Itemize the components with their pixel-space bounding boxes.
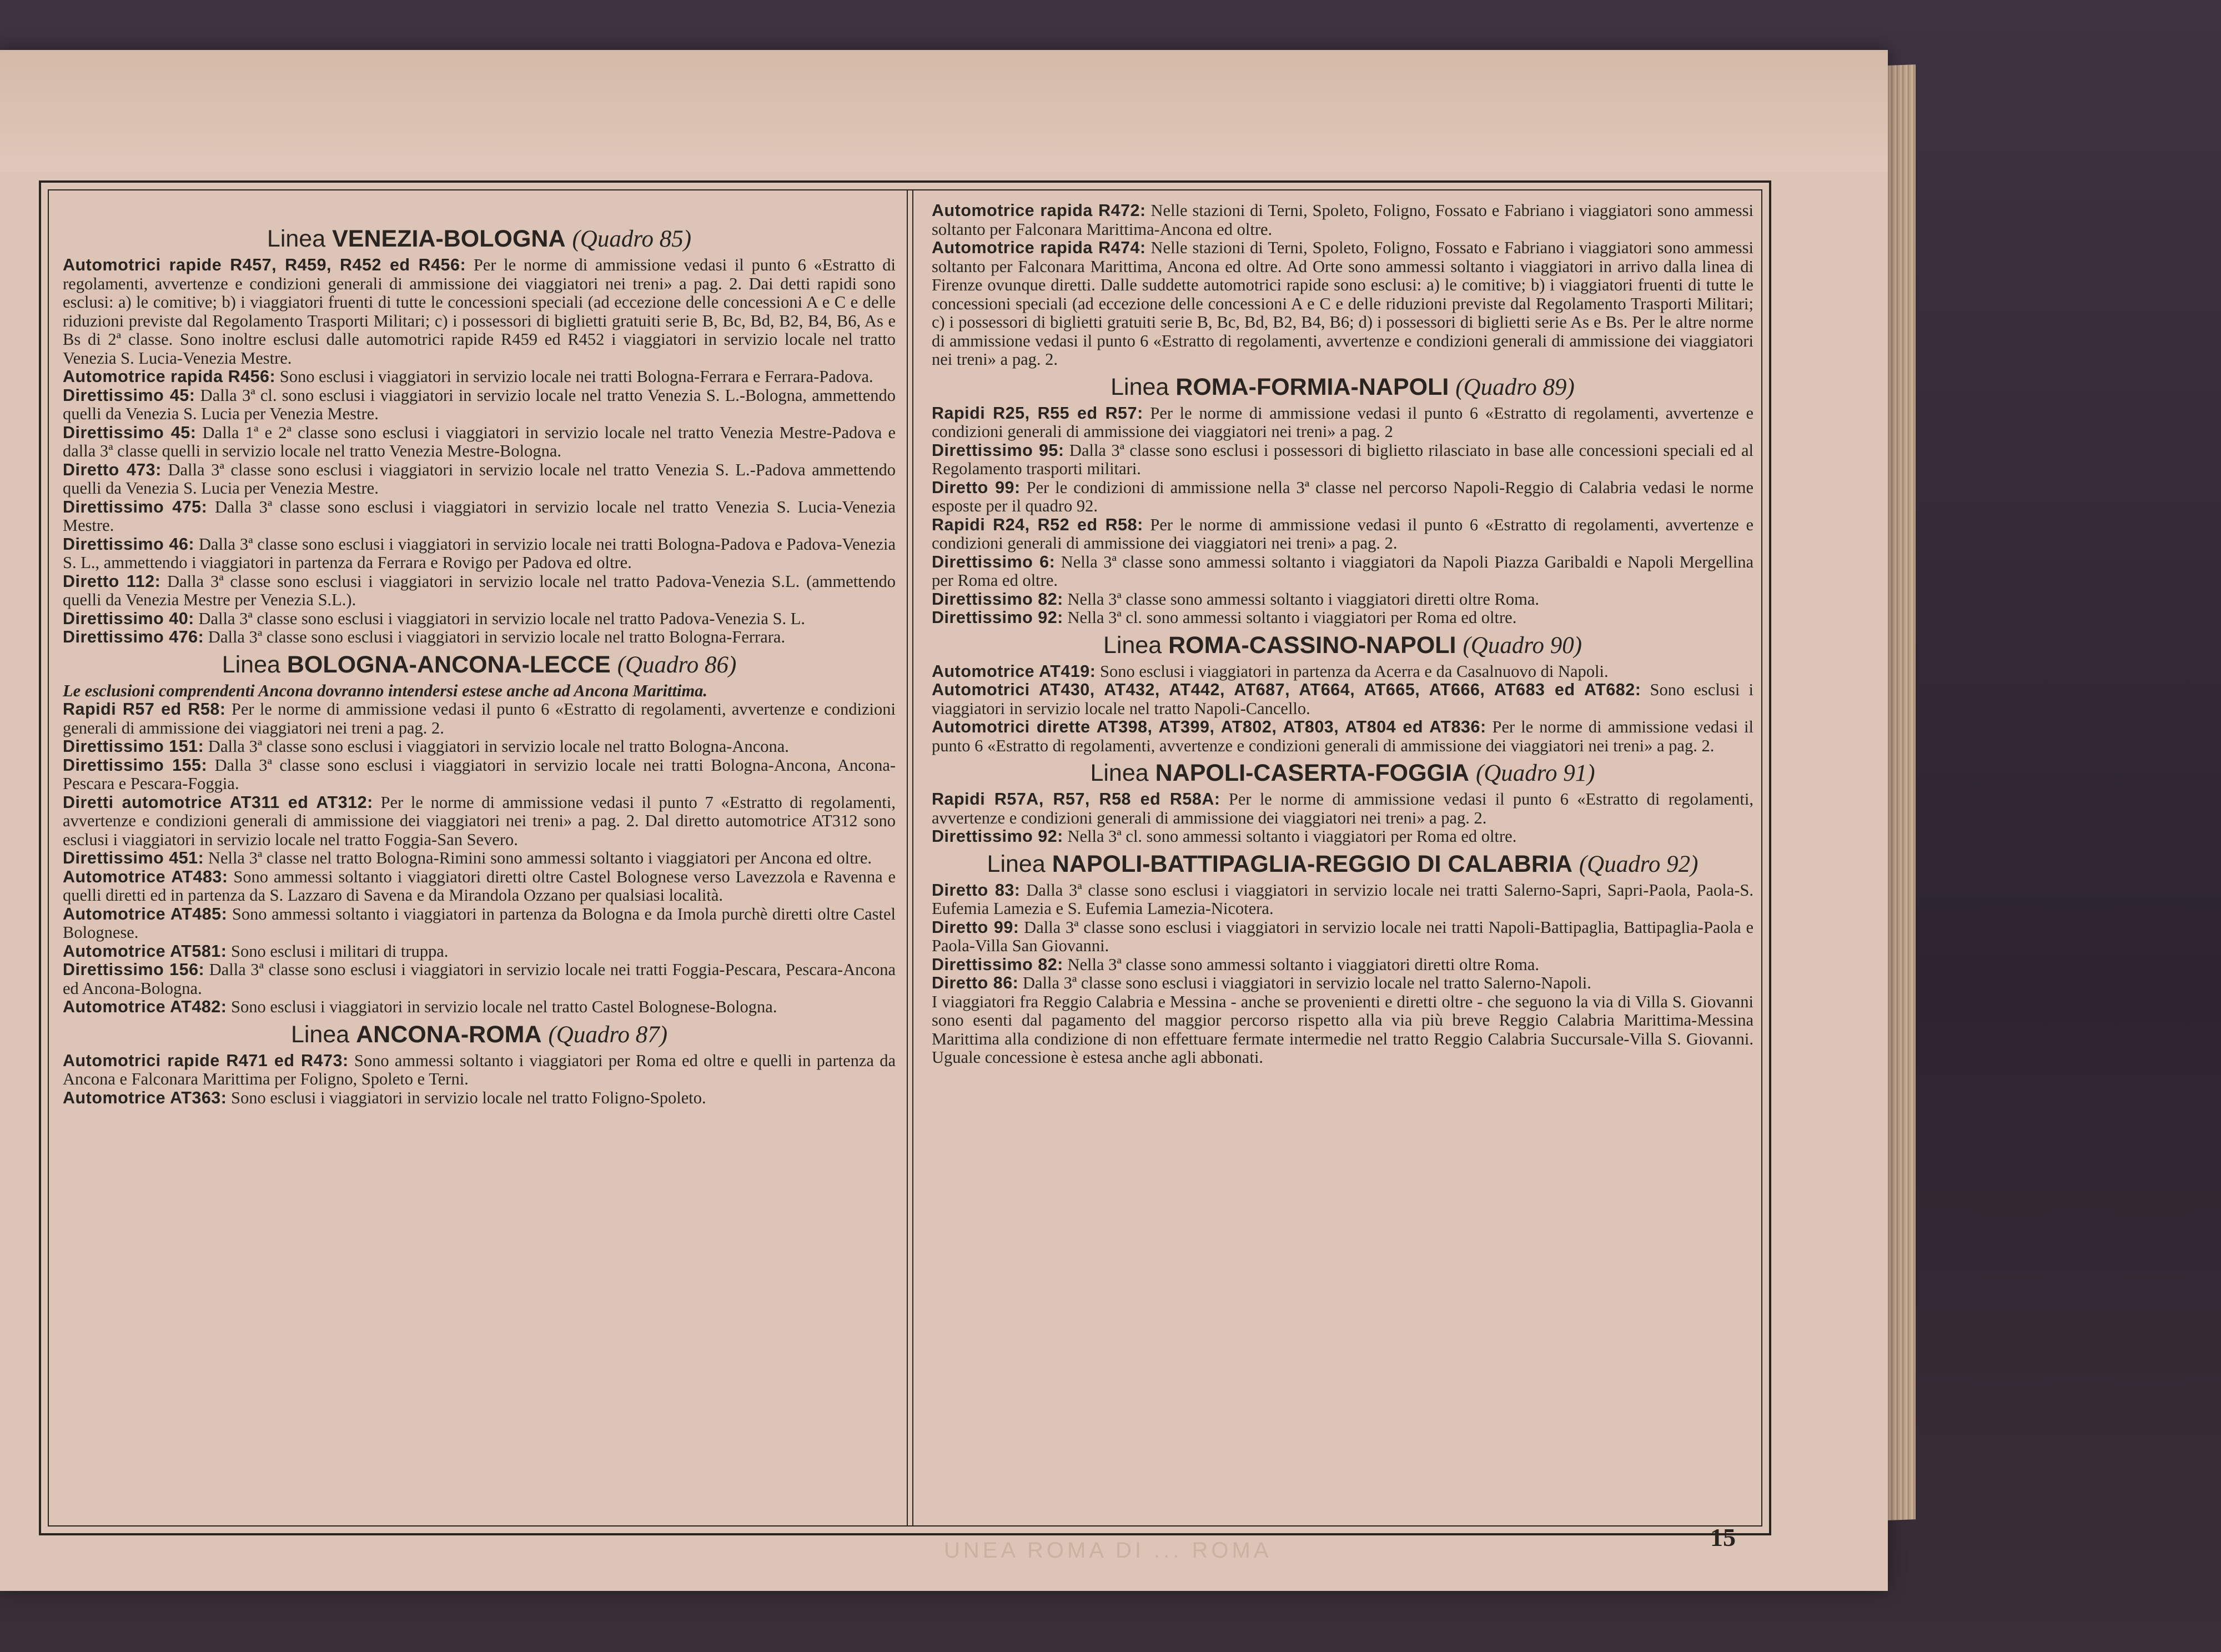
train-heading: Automotrice rapida R472: <box>932 201 1146 220</box>
rule-entry <box>932 662 1753 681</box>
train-heading: Diretto 86: <box>932 973 1019 992</box>
train-heading: Diretto 473: <box>63 460 162 479</box>
section-title <box>932 850 1753 879</box>
rule-entry <box>932 918 1753 956</box>
section-title-name: ROMA-CASSINO-NAPOLI <box>1168 631 1456 659</box>
train-heading: Automotrice rapida R456: <box>63 367 276 386</box>
section-title-quadro: (Quadro 87) <box>548 1021 668 1048</box>
train-heading: Diretto 99: <box>932 478 1021 497</box>
train-heading: Diretto 112: <box>63 571 161 591</box>
section-title <box>932 631 1753 660</box>
rule-text: Per le norme di ammissione vedasi il punto 6 «Estratto di regolamenti, avvertenze e condizioni generali di ammissione dei viaggiatori nei treni» a pag. 2 <box>932 403 1754 441</box>
rule-text: Sono esclusi i militari di truppa. <box>231 941 449 961</box>
train-heading: Automotrice AT581: <box>63 941 227 961</box>
train-heading: Automotrice AT482: <box>63 997 227 1016</box>
train-heading: Automotrici rapide R457, R459, R452 ed R456: <box>63 255 466 274</box>
rule-entry <box>63 961 896 998</box>
rule-text: Dalla 3ª classe sono esclusi i viaggiatori in servizio locale nel tratto Padova-Venezia S. L. <box>198 609 805 628</box>
train-heading: Rapidi R25, R55 ed R57: <box>932 403 1143 423</box>
train-heading: Direttissimo 476: <box>63 627 204 646</box>
train-heading: Automotrici rapide R471 ed R473: <box>63 1051 349 1070</box>
section-title-name: NAPOLI-CASERTA-FOGGIA <box>1155 760 1469 786</box>
train-heading: Direttissimo 40: <box>63 609 194 628</box>
rule-entry <box>63 610 896 629</box>
left-column <box>63 221 896 1107</box>
train-heading: Direttissimo 155: <box>63 755 208 775</box>
section-title-name: VENEZIA-BOLOGNA <box>332 225 566 252</box>
section-title-name: BOLOGNA-ANCONA-LECCE <box>287 651 611 678</box>
rule-text: Nella 3ª classe sono ammessi soltanto i viaggiatori diretti oltre Roma. <box>1067 955 1539 974</box>
section-title-name: ANCONA-ROMA <box>356 1021 542 1048</box>
rule-text: Dalla 3ª classe sono esclusi i viaggiatori in servizio locale nei tratti Bologna-Ancona, Ancona-Pescara e Pescara-Foggia. <box>63 755 896 793</box>
rule-text: I viaggiatori fra Reggio Calabria e Messina - anche se provenienti e diretti oltre - che seguono la via di Villa S. Giovanni sono esenti dal pagamento del maggior percorso rispetto alla via più breve Reggio Calabria Marittima-Messina Marittima alla condizione di non effettuare fermate intermedie nel tratto Reggio Calabria Succursale-Villa S. Giovanni. Uguale concessione è estesa anche agli abbonati. <box>932 992 1753 1067</box>
section-title-prefix: Linea <box>290 1021 350 1048</box>
rule-entry <box>63 386 896 424</box>
train-heading: Diretti automotrice AT311 ed AT312: <box>63 792 373 812</box>
train-heading: Automotrice AT485: <box>63 904 228 923</box>
rule-text: Nella 3ª cl. sono ammessi soltanto i viaggiatori per Roma ed oltre. <box>1067 608 1517 627</box>
train-heading: Rapidi R57 ed R58: <box>63 700 226 719</box>
train-heading: Direttissimo 92: <box>932 827 1063 846</box>
train-heading: Direttissimo 82: <box>932 955 1063 974</box>
section-title <box>63 1020 896 1050</box>
train-heading: Direttissimo 92: <box>932 608 1063 627</box>
section-title-quadro: (Quadro 86) <box>617 651 737 678</box>
rule-entry <box>932 441 1753 479</box>
rule-text: Sono ammessi soltanto i viaggiatori per Roma ed oltre e quelli in partenza da Ancona e Falconara Marittima per Foligno, Spoleto e Terni. <box>63 1051 896 1088</box>
rule-entry <box>63 998 896 1017</box>
train-heading: Direttissimo 451: <box>63 848 204 867</box>
section-title <box>63 650 896 680</box>
show-through-text: UNEA ROMA DI ... ROMA <box>944 1538 1272 1563</box>
rule-entry <box>63 628 896 647</box>
section-title-quadro: (Quadro 89) <box>1455 374 1575 400</box>
rule-text: Sono ammessi soltanto i viaggiatori diretti oltre Castel Bolognese verso Lavezzola e Ravenna e quelli diretti ed in partenza da S. Lazzaro di Savena e da Mirandola Ozzano per qualsiasi località. <box>63 867 896 905</box>
train-heading: Automotrici dirette AT398, AT399, AT802, AT803, AT804 ed AT836: <box>932 717 1486 736</box>
section-note <box>63 682 896 701</box>
rule-text: Nella 3ª classe sono ammessi soltanto i viaggiatori da Napoli Piazza Garibaldi e Napoli Mergellina per Roma ed oltre. <box>932 552 1753 590</box>
section-title-prefix: Linea <box>1090 760 1149 786</box>
rule-text: Dalla 3ª classe sono esclusi i viaggiatori in servizio locale nel tratto Padova-Venezia S.L. (ammettendo quelli da Venezia Mestre per Venezia S.L.). <box>63 571 896 609</box>
content-frame-inner <box>48 189 1762 1527</box>
train-heading: Automotrici AT430, AT432, AT442, AT687, AT664, AT665, AT666, AT683 ed AT682: <box>932 680 1641 699</box>
rule-entry <box>63 756 896 794</box>
rule-entry <box>63 905 896 942</box>
rule-text: Nella 3ª classe sono ammessi soltanto i viaggiatori diretti oltre Roma. <box>1067 589 1539 609</box>
rule-text: Sono esclusi i viaggiatori in servizio locale nel tratto Castel Bolognese-Bologna. <box>231 997 777 1016</box>
train-heading: Direttissimo 156: <box>63 960 205 979</box>
train-heading: Direttissimo 151: <box>63 737 204 756</box>
train-heading: Direttissimo 46: <box>63 534 195 554</box>
rule-entry <box>63 737 896 756</box>
rule-entry <box>63 942 896 961</box>
page-top-margin <box>0 50 1888 172</box>
section-title <box>63 224 896 254</box>
rule-entry <box>932 479 1753 516</box>
rule-text: Nelle stazioni di Terni, Spoleto, Foligno, Fossato e Fabriano i viaggiatori sono ammessi soltanto per Falconara Marittima-Ancona ed oltre. <box>932 201 1754 239</box>
section-title <box>932 373 1753 402</box>
rule-text: Per le norme di ammissione vedasi il punto 6 «Estratto di regolamenti, avvertenze e condizioni generali di ammissione dei viaggiatori nei treni» a pag. 2. <box>932 790 1753 827</box>
rule-text: Dalla 1ª e 2ª classe sono esclusi i viaggiatori in servizio locale nel tratto Venezia Mestre-Padova e dalla 3ª classe quelli in servizio locale nel tratto Venezia Mestre-Bologna. <box>63 423 896 460</box>
section-title <box>932 759 1753 788</box>
page-number: 15 <box>1710 1523 1736 1551</box>
rule-entry <box>63 368 896 386</box>
rule-text: Dalla 3ª classe sono esclusi i viaggiatori in servizio locale nei tratti Salerno-Sapri, Sapri-Paola, Paola-S. Eufemia Lamezia e S. Eufemia Lamezia-Nicotera. <box>932 880 1754 918</box>
section-title-prefix: Linea <box>222 651 280 678</box>
rule-entry <box>63 794 896 850</box>
rule-text: Per le norme di ammissione vedasi il punto 7 «Estratto di regolamenti, avvertenze e condizioni generali di ammissione dei viaggiatori nei treni» a pag. 2. Dal diretto automotrice AT312 sono esclusi i viaggiatori in servizio locale nel tratto Foggia-San Severo. <box>63 792 896 849</box>
rule-entry <box>932 553 1753 590</box>
rule-text: Le esclusioni comprendenti Ancona dovranno intendersi estese anche ad Ancona Marittima. <box>63 681 708 700</box>
rule-text: Dalla 3ª classe sono esclusi i viaggiatori in servizio locale nei tratti Foggia-Pescara, Pescara-Ancona ed Ancona-Bologna. <box>63 960 896 998</box>
rule-text: Dalla 3ª classe sono esclusi i viaggiatori in servizio locale nel tratto Venezia S. L.-Padova ammettendo quelli da Venezia S. Lucia per Venezia Mestre. <box>63 460 896 498</box>
section-title-quadro: (Quadro 85) <box>572 226 692 252</box>
rule-entry <box>63 535 896 573</box>
rule-text: Per le norme di ammissione vedasi il punto 6 «Estratto di regolamenti, avvertenze e condizioni generali di ammissione dei viaggiatori nei treni» a pag. 2. <box>932 717 1754 755</box>
rule-text: Nella 3ª classe nel tratto Bologna-Rimini sono ammessi soltanto i viaggiatori per Ancona ed oltre. <box>208 848 872 867</box>
train-heading: Direttissimo 82: <box>932 589 1063 609</box>
train-heading: Direttissimo 95: <box>932 440 1064 460</box>
content-frame <box>39 180 1771 1535</box>
rule-entry <box>932 516 1753 553</box>
rule-entry <box>932 404 1753 441</box>
rule-entry <box>932 202 1753 239</box>
section-title-name: NAPOLI-BATTIPAGLIA-REGGIO DI CALABRIA <box>1052 850 1572 877</box>
train-heading: Rapidi R24, R52 ed R58: <box>932 515 1143 534</box>
rule-text: Dalla 3ª cl. sono esclusi i viaggiatori in servizio locale nel tratto Venezia S. L.-Bologna, ammettendo quelli da Venezia S. Lucia per Venezia Mestre. <box>63 385 896 423</box>
rule-entry <box>932 790 1753 827</box>
train-heading: Automotrice AT363: <box>63 1088 227 1107</box>
rule-entry <box>932 993 1753 1067</box>
rule-text: Per le norme di ammissione vedasi il punto 6 «Estratto di regolamenti, avvertenze e condizioni generali di ammissione dei viaggiatori nei treni» a pag. 2. Dai detti rapidi sono esclusi: a) le comitive; b) i viaggiatori fruenti di tutte le concessioni speciali (ad eccezione delle concessioni A e C e delle riduzioni previste dal Regolamento Trasporti Militari; c) i possessori di biglietti gratuiti serie B, Bc, Bd, B2, B4, B6, As e Bs di 2ª classe. Sono inoltre esclusi dalle automotrici rapide R459 ed R452 i viaggiatori in servizio locale nel tratto Venezia S. Lucia-Venezia Mestre. <box>63 255 896 368</box>
rule-entry <box>932 239 1753 369</box>
train-heading: Direttissimo 45: <box>63 423 197 442</box>
rule-text: Sono esclusi i viaggiatori in servizio locale nel tratto Foligno-Spoleto. <box>231 1088 706 1107</box>
rule-entry <box>63 424 896 461</box>
train-heading: Rapidi R57A, R57, R58 ed R58A: <box>932 790 1220 809</box>
section-title-name: ROMA-FORMIA-NAPOLI <box>1175 373 1449 400</box>
section-title-quadro: (Quadro 90) <box>1463 632 1582 659</box>
train-heading: Automotrice AT483: <box>63 867 228 886</box>
section-title-prefix: Linea <box>1103 631 1162 659</box>
book-page <box>0 50 1888 1591</box>
rule-text: Dalla 3ª classe sono esclusi i viaggiatori in servizio locale nel tratto Venezia S. Lucia-Venezia Mestre. <box>63 497 896 535</box>
train-heading: Direttissimo 45: <box>63 385 195 405</box>
rule-entry <box>932 956 1753 975</box>
rule-entry <box>932 827 1753 846</box>
rule-entry <box>63 256 896 368</box>
section-title-prefix: Linea <box>987 850 1046 877</box>
rule-text: Per le norme di ammissione vedasi il punto 6 «Estratto di regolamenti, avvertenze e condizioni generali di ammissione dei viaggiatori nei treni» a pag. 2. <box>932 515 1754 553</box>
rule-text: Per le condizioni di ammissione nella 3ª classe nel percorso Napoli-Reggio di Calabria vedasi le norme esposte per il quadro 92. <box>932 478 1754 515</box>
rule-entry <box>63 849 896 868</box>
section-title-prefix: Linea <box>1110 373 1169 400</box>
train-heading: Diretto 99: <box>932 917 1019 937</box>
train-heading: Diretto 83: <box>932 880 1021 900</box>
rule-entry <box>932 718 1753 755</box>
section-title-quadro: (Quadro 91) <box>1475 760 1595 786</box>
right-column <box>932 202 1753 1067</box>
rule-entry <box>63 573 896 610</box>
train-heading: Automotrice rapida R474: <box>932 238 1146 257</box>
rule-text: Dalla 3ª classe sono esclusi i viaggiatori in servizio locale nei tratti Napoli-Battipaglia, Battipaglia-Paola e Paola-Villa San Giovanni. <box>932 917 1753 955</box>
rule-entry <box>63 461 896 498</box>
train-heading: Automotrice AT419: <box>932 661 1096 681</box>
rule-text: Sono esclusi i viaggiatori in servizio locale nel tratto Napoli-Cancello. <box>932 680 1754 718</box>
rule-text: Per le norme di ammissione vedasi il punto 6 «Estratto di regolamenti, avvertenze e condizioni generali di ammissione dei viaggiatori nei treni a pag. 2. <box>63 700 896 737</box>
rule-text: Dalla 3ª classe sono esclusi i viaggiatori in servizio locale nel tratto Salerno-Napoli. <box>1022 973 1591 992</box>
rule-entry <box>63 1052 896 1089</box>
rule-text: Dalla 3ª classe sono esclusi i viaggiatori in servizio locale nel tratto Bologna-Ancona. <box>208 737 789 756</box>
rule-entry <box>932 974 1753 993</box>
column-divider-secondary <box>912 190 913 1525</box>
rule-text: Sono ammessi soltanto i viaggiatori in partenza da Bologna e da Imola purchè diretti oltre Castel Bolognese. <box>63 904 896 942</box>
rule-text: Sono esclusi i viaggiatori in servizio locale nei tratti Bologna-Ferrara e Ferrara-Padova. <box>279 367 873 386</box>
rule-text: Nelle stazioni di Terni, Spoleto, Foligno, Fossato e Fabriano i viaggiatori sono ammessi soltanto per Falconara Marittima, Ancona ed oltre. Ad Orte sono ammessi soltanto i viaggiatori in arrivo dalla linea di Firenze ovunque diretti. Dalle suddette automotrici rapide sono esclusi: a) le comitive; b) i viaggiatori fruenti di tutte le concessioni speciali (ad eccezione delle concessioni A e C e delle riduzioni previste dal Regolamento Trasporti Militari; c) i possessori di biglietti gratuiti serie B, Bc, Bd, B2, B4, B6; d) i possessori di biglietti serie As e Bs. Per le altre norme di ammissione vedasi il punto 6 «Estratto di regolamenti, avvertenze e condizioni generali di ammissione dei viaggiatori nei treni» a pag. 2. <box>932 238 1754 369</box>
rule-entry <box>932 609 1753 627</box>
train-heading: Direttissimo 475: <box>63 497 208 516</box>
rule-entry <box>63 1089 896 1108</box>
section-title-quadro: (Quadro 92) <box>1579 851 1699 877</box>
rule-entry <box>63 700 896 737</box>
train-heading: Direttissimo 6: <box>932 552 1056 571</box>
rule-text: Dalla 3ª classe sono esclusi i possessori di biglietto rilasciato in base alle concessioni speciali ed al Regolamento trasporti militari. <box>932 440 1753 478</box>
rule-entry <box>932 590 1753 609</box>
rule-entry <box>932 681 1753 718</box>
rule-text: Dalla 3ª classe sono esclusi i viaggiatori in servizio locale nel tratto Bologna-Ferrara. <box>208 627 786 646</box>
section-title-prefix: Linea <box>267 225 326 252</box>
rule-entry <box>932 881 1753 918</box>
rule-text: Nella 3ª cl. sono ammessi soltanto i viaggiatori per Roma ed oltre. <box>1067 827 1517 846</box>
rule-entry <box>63 868 896 905</box>
rule-text: Dalla 3ª classe sono esclusi i viaggiatori in servizio locale nei tratti Bologna-Padova e Padova-Venezia S. L., ammettendo i viaggiatori in partenza da Ferrara e Rovigo per Padova ed oltre. <box>63 534 896 572</box>
rule-text: Sono esclusi i viaggiatori in partenza da Acerra e da Casalnuovo di Napoli. <box>1100 661 1609 681</box>
rule-entry <box>63 498 896 535</box>
column-divider <box>907 190 908 1525</box>
